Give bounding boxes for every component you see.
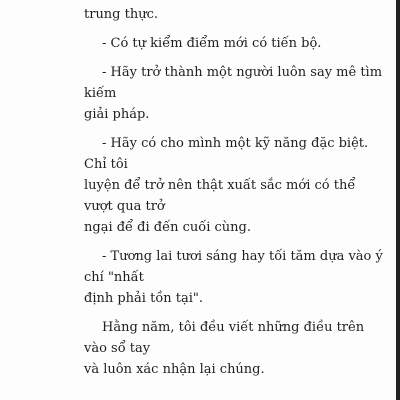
paragraph-continuation: trung thực. — [84, 7, 159, 22]
paragraph-self-review: - Có tự kiểm điểm mới có tiến bộ. — [102, 36, 322, 51]
paragraph-solutions: - Hãy trở thành một người luôn say mê tìm kiếm giải pháp. — [84, 65, 383, 122]
paragraph-future: - Tương lai tươi sáng hay tối tăm dựa vào ý chí "nhất định phải tồn tại". — [84, 249, 383, 306]
page-edge-border — [396, 0, 400, 400]
page-text — [84, 4, 384, 388]
paragraph-notebook: Hằng năm, tôi đều viết những điều trên vào sổ tay và luôn xác nhận lại chúng. — [84, 320, 365, 377]
paragraph-special-skill: - Hãy có cho mình một kỹ năng đặc biệt. Chỉ tôi luyện để trở nên thật xuất sắc mới có thể vượt qua trở ngại để đi đến cuối cùng. — [84, 136, 369, 235]
